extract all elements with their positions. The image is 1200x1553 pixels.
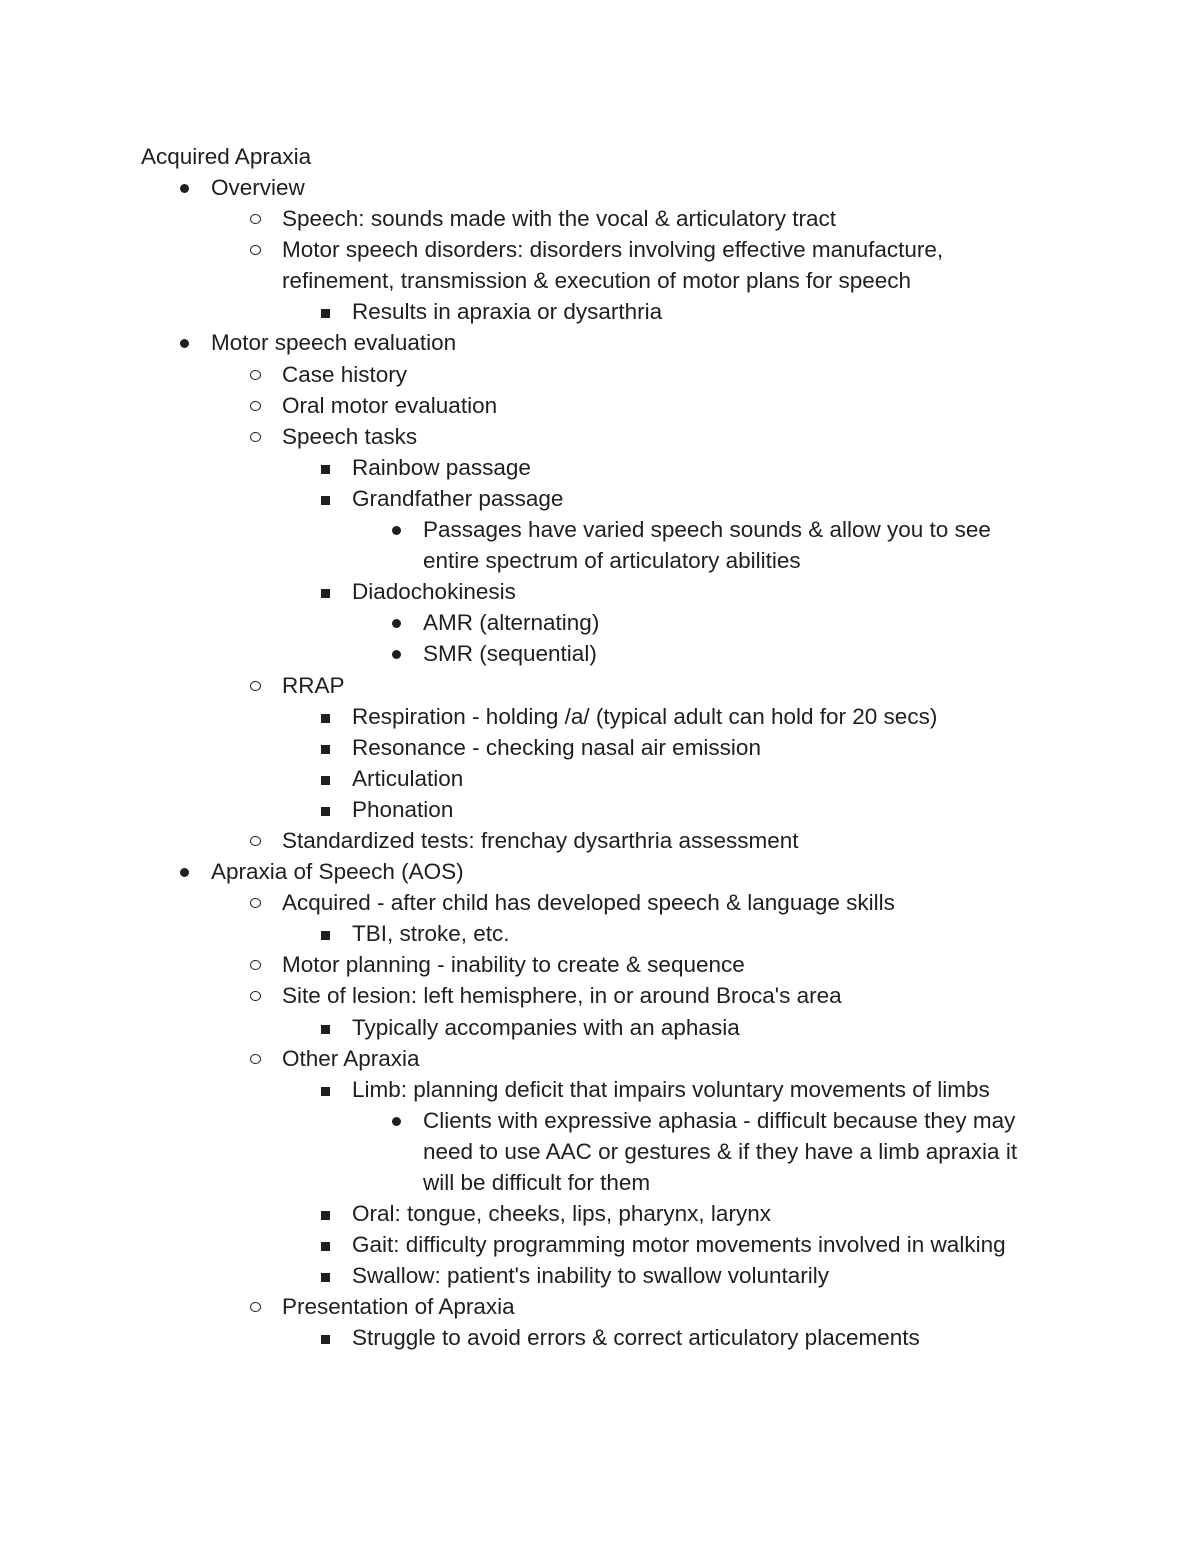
list-item [0, 1012, 1200, 1043]
list-item-text: Phonation [352, 796, 454, 822]
circle-bullet-icon [247, 887, 267, 918]
list-item [0, 514, 1200, 576]
list-item [0, 763, 1200, 794]
list-item-text: RRAP [282, 672, 345, 698]
list-item-text: SMR (sequential) [423, 641, 597, 667]
list-item-text: AMR (alternating) [423, 610, 600, 636]
square-bullet-icon [317, 1229, 337, 1260]
list-item [0, 794, 1200, 825]
list-item [0, 1198, 1200, 1229]
list-item [0, 887, 1200, 918]
list-item [0, 327, 1200, 358]
list-item-text: Swallow: patient's inability to swallow voluntarily [352, 1263, 830, 1289]
circle-bullet-icon [247, 949, 267, 980]
disc-bullet-icon [388, 607, 408, 638]
list-item [0, 980, 1200, 1011]
list-item [0, 638, 1200, 669]
list-item [0, 421, 1200, 452]
circle-bullet-icon [247, 825, 267, 856]
list-item-text: Apraxia of Speech (AOS) [211, 859, 464, 885]
disc-bullet-icon [176, 327, 196, 358]
list-item-text: Presentation of Apraxia [282, 1294, 515, 1320]
list-item-text: entire spectrum of articulatory abilities [423, 548, 801, 574]
square-bullet-icon [317, 794, 337, 825]
square-bullet-icon [317, 296, 337, 327]
list-item [0, 825, 1200, 856]
list-item [0, 670, 1200, 701]
square-bullet-icon [317, 763, 337, 794]
circle-bullet-icon [247, 390, 267, 421]
square-bullet-icon [317, 1198, 337, 1229]
list-item-text: Resonance - checking nasal air emission [352, 734, 761, 760]
square-bullet-icon [317, 576, 337, 607]
disc-bullet-icon [176, 172, 196, 203]
list-item [0, 234, 1200, 296]
list-item-text: Articulation [352, 765, 464, 791]
list-item [0, 856, 1200, 887]
circle-bullet-icon [247, 234, 267, 265]
circle-bullet-icon [247, 203, 267, 234]
list-item [0, 701, 1200, 732]
list-item [0, 1043, 1200, 1074]
list-item-text: need to use AAC or gestures & if they have a limb apraxia it [423, 1138, 1018, 1164]
list-item [0, 296, 1200, 327]
square-bullet-icon [317, 1260, 337, 1291]
square-bullet-icon [317, 483, 337, 514]
list-item [0, 1291, 1200, 1322]
list-item [0, 732, 1200, 763]
circle-bullet-icon [247, 670, 267, 701]
list-item [0, 607, 1200, 638]
list-item [0, 1105, 1200, 1198]
square-bullet-icon [317, 918, 337, 949]
list-item-text: Acquired - after child has developed speech & language skills [282, 890, 895, 916]
disc-bullet-icon [176, 856, 196, 887]
list-item-text: Grandfather passage [352, 485, 564, 511]
document-title: Acquired Apraxia [141, 144, 312, 169]
list-item-text: Standardized tests: frenchay dysarthria assessment [282, 827, 799, 853]
list-item-text: Typically accompanies with an aphasia [352, 1014, 740, 1040]
list-item-text: Oral: tongue, cheeks, lips, pharynx, larynx [352, 1201, 771, 1227]
list-item-text: Other Apraxia [282, 1045, 420, 1071]
square-bullet-icon [317, 1012, 337, 1043]
list-item-text: TBI, stroke, etc. [352, 921, 510, 947]
square-bullet-icon [317, 452, 337, 483]
list-item-text: Oral motor evaluation [282, 392, 498, 418]
circle-bullet-icon [247, 1043, 267, 1074]
circle-bullet-icon [247, 980, 267, 1011]
list-item-text: Case history [282, 361, 408, 387]
list-item [0, 359, 1200, 390]
list-item-text: Results in apraxia or dysarthria [352, 299, 663, 325]
list-item-text: will be difficult for them [423, 1170, 651, 1195]
list-item-text: Diadochokinesis [352, 579, 516, 605]
list-item-text: Limb: planning deficit that impairs voluntary movements of limbs [352, 1076, 990, 1102]
list-item-text: Speech tasks [282, 423, 418, 449]
list-item [0, 452, 1200, 483]
list-item [0, 1260, 1200, 1291]
list-item [0, 203, 1200, 234]
list-item-text: Passages have varied speech sounds & allow you to see [423, 517, 991, 543]
disc-bullet-icon [388, 514, 408, 545]
list-item-text: Respiration - holding /a/ (typical adult can hold for 20 secs) [352, 703, 938, 729]
list-item-text: Rainbow passage [352, 454, 531, 480]
list-item [0, 1074, 1200, 1105]
list-item-text: Motor speech evaluation [211, 330, 457, 356]
outline-list [0, 172, 1200, 1354]
list-item [0, 576, 1200, 607]
list-item-text: Overview [211, 175, 305, 200]
disc-bullet-icon [388, 638, 408, 669]
list-item [0, 918, 1200, 949]
list-item [0, 949, 1200, 980]
square-bullet-icon [317, 1074, 337, 1105]
square-bullet-icon [317, 1322, 337, 1353]
list-item-text: Speech: sounds made with the vocal & articulatory tract [282, 206, 837, 232]
circle-bullet-icon [247, 1291, 267, 1322]
list-item [0, 1322, 1200, 1353]
square-bullet-icon [317, 701, 337, 732]
list-item-text: Motor speech disorders: disorders involving effective manufacture, [282, 237, 944, 263]
list-item-text: Gait: difficulty programming motor movements involved in walking [352, 1232, 1006, 1258]
list-item [0, 483, 1200, 514]
circle-bullet-icon [247, 359, 267, 390]
disc-bullet-icon [388, 1105, 408, 1136]
list-item [0, 172, 1200, 203]
list-item-text: refinement, transmission & execution of motor plans for speech [282, 268, 912, 294]
square-bullet-icon [317, 732, 337, 763]
list-item [0, 1229, 1200, 1260]
list-item-text: Site of lesion: left hemisphere, in or around Broca's area [282, 983, 842, 1009]
list-item-text: Clients with expressive aphasia - difficult because they may [423, 1107, 1016, 1133]
circle-bullet-icon [247, 421, 267, 452]
list-item [0, 390, 1200, 421]
list-item-text: Struggle to avoid errors & correct articulatory placements [352, 1325, 920, 1351]
list-item-text: Motor planning - inability to create & sequence [282, 952, 745, 978]
